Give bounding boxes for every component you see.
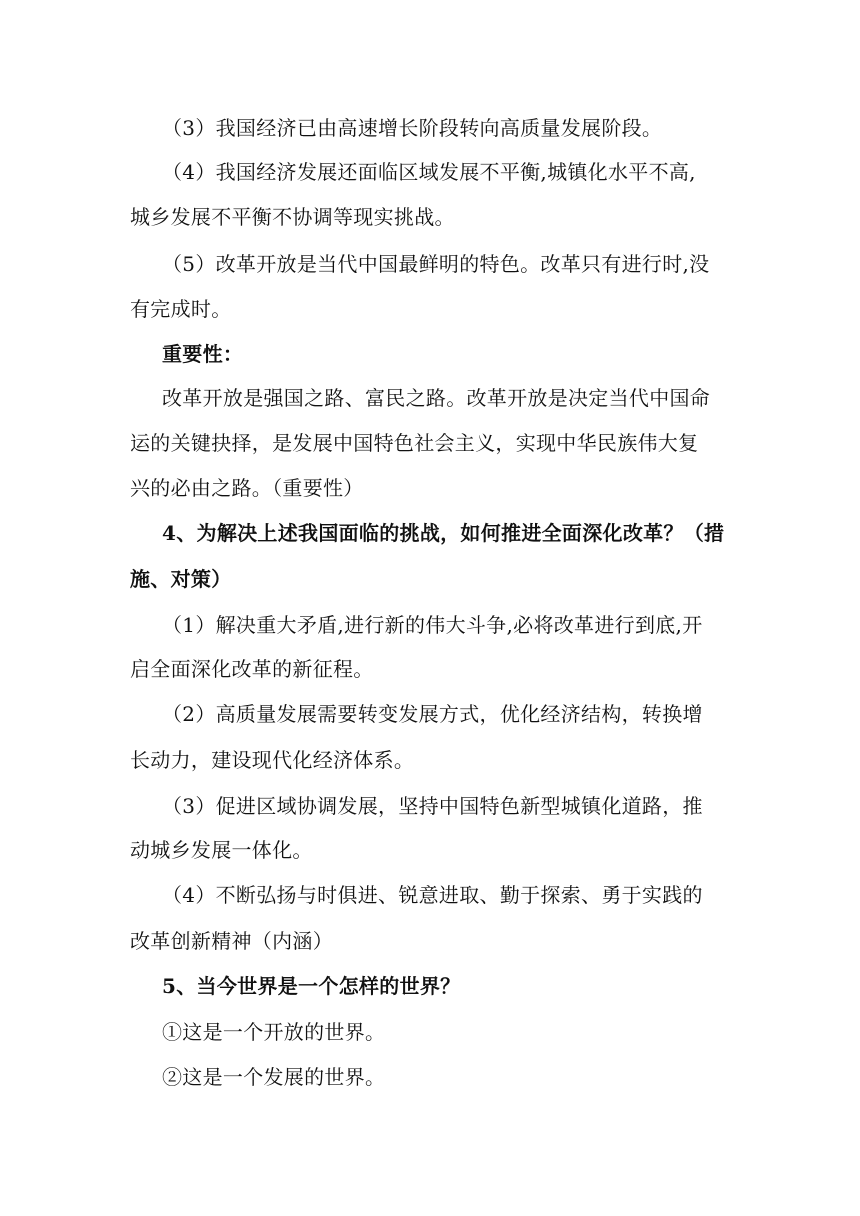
text-line: 有完成时。	[130, 297, 232, 321]
question-heading-continued: 施、对策）	[130, 567, 232, 591]
text-line: （4）不断弘扬与时俱进、锐意进取、勤于探索、勇于实践的	[162, 883, 703, 907]
text-line: 城乡发展不平衡不协调等现实挑战。	[130, 205, 455, 229]
text-line: （2）高质量发展需要转变发展方式，优化经济结构，转换增	[162, 702, 703, 726]
text-line: （1）解决重大矛盾,进行新的伟大斗争,必将改革进行到底,开	[162, 613, 703, 637]
text-line: （3）我国经济已由高速增长阶段转向高质量发展阶段。	[162, 116, 663, 140]
text-line: （5）改革开放是当代中国最鲜明的特色。改革只有进行时,没	[162, 252, 710, 276]
text-line: （3）促进区域协调发展，坚持中国特色新型城镇化道路，推	[162, 794, 703, 818]
question-heading: 5、当今世界是一个怎样的世界？	[162, 974, 461, 998]
text-line: 改革创新精神（内涵）	[130, 929, 333, 953]
question-heading: 4、为解决上述我国面临的挑战，如何推进全面深化改革？（措	[162, 521, 725, 545]
list-item: ①这是一个开放的世界。	[162, 1020, 386, 1044]
section-heading: 重要性：	[162, 342, 244, 366]
list-item: ②这是一个发展的世界。	[162, 1065, 386, 1089]
text-line: （4）我国经济发展还面临区域发展不平衡,城镇化水平不高,	[162, 160, 696, 184]
text-line: 改革开放是强国之路、富民之路。改革开放是决定当代中国命	[162, 386, 711, 410]
text-line: 长动力，建设现代化经济体系。	[130, 748, 415, 772]
text-line: 兴的必由之路。（重要性）	[130, 476, 364, 500]
text-line: 运的关键抉择，是发展中国特色社会主义，实现中华民族伟大复	[130, 431, 699, 455]
text-line: 启全面深化改革的新征程。	[130, 657, 374, 681]
text-line: 动城乡发展一体化。	[130, 838, 313, 862]
